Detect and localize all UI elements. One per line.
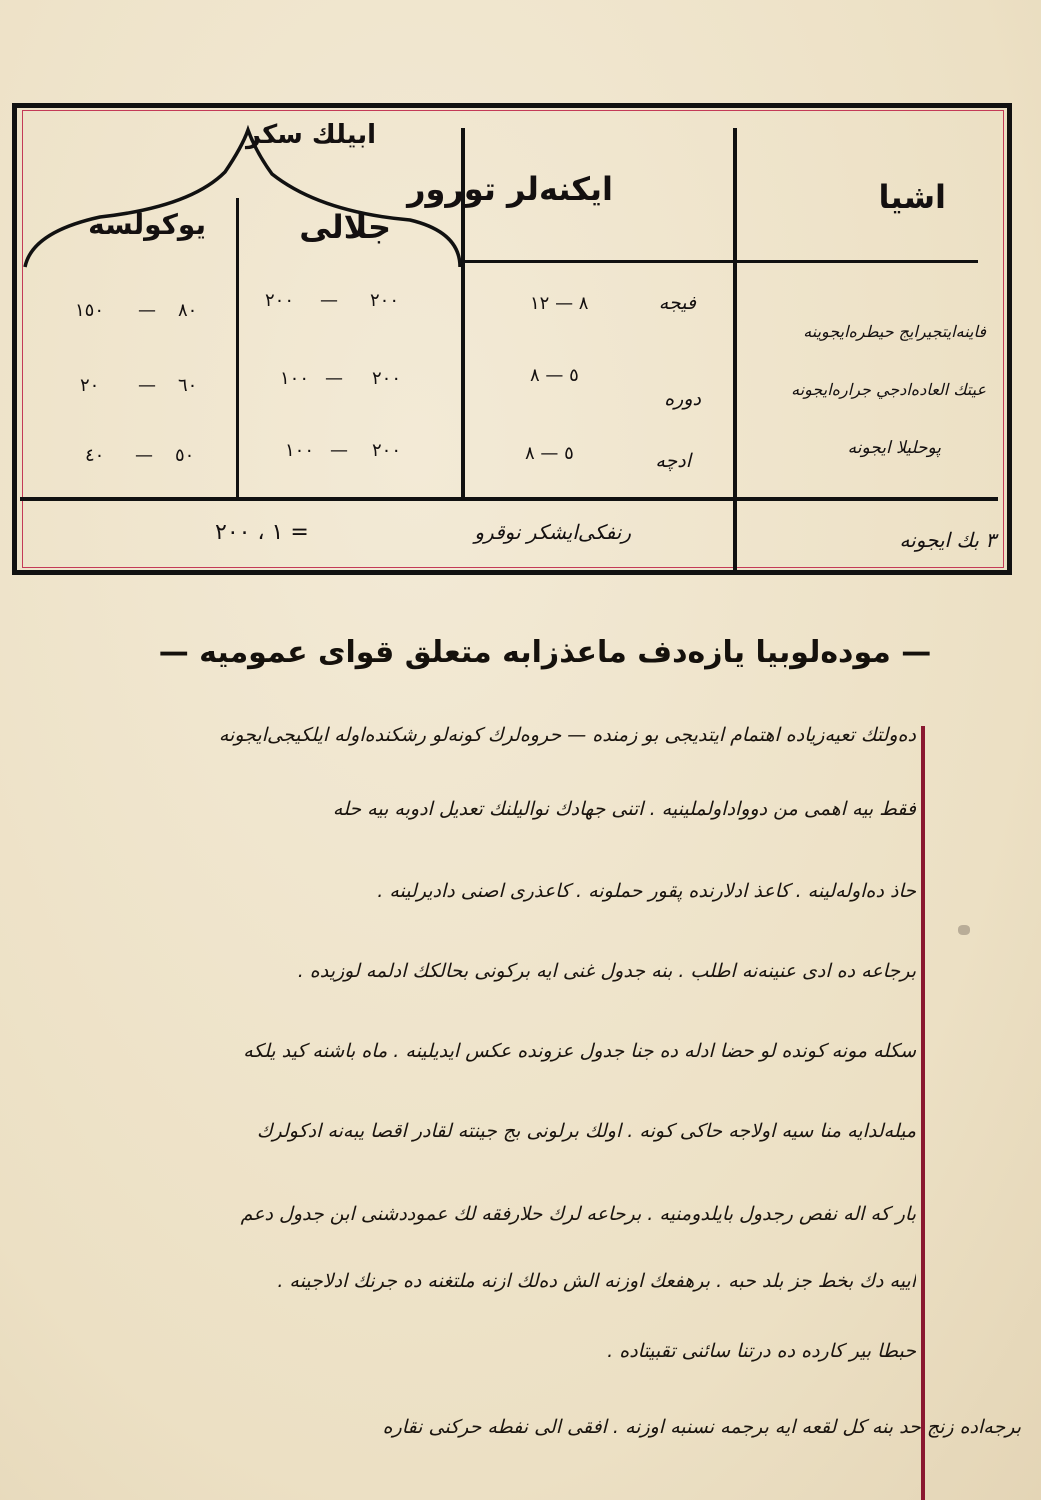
- paragraph-line-3: حاذ ده‌اوله‌لينه . كاعذ ادلارنده پقور حملونه . كاعذرى اصنى داديرلينه .: [377, 880, 916, 902]
- footer-rule: [20, 497, 998, 501]
- paragraph-line-6: ميله‌لدايه‌ منا سيه‌ اولاجه حاكى كونه‌ . اولك برلونى بج جينته لقادر اقصا يبه‌نه‌ ادكولرك: [256, 1120, 916, 1142]
- margin-rule: [921, 726, 925, 1500]
- row-2-label: عيتك العاده‌ادجي جراره‌ايجونه: [791, 380, 986, 399]
- row-3-yokolusa-dash: —: [135, 445, 155, 466]
- row-2-center-range: ٥ — ٨: [530, 365, 579, 386]
- paragraph-line-1: ده‌ولتك تعيه‌زيا‌ده اهتمام ايتديجى بو زمنده — حروه‌لرك كونه‌لو رشكنده‌اوله ايلكيجى‌ايجونه: [218, 724, 916, 746]
- paragraph-line-5: سكله مونه كونده‌ لو حضا ادله‌ ده جنا جدول عزونده عكس ايديلينه . ماه باشنه كيد يلكه: [243, 1040, 916, 1062]
- paragraph-line-4: برجاعه ده‌ ادى عنينه‌نه اطلب . بنه‌ جدول غنى ايه بركونى بحالكك ادلمه لوزيده .: [297, 960, 916, 982]
- row-1-label: فاينه‌ايتجيرايج حيطره‌ايجوينه: [803, 322, 986, 341]
- row-3-yokolusa-b: ٤٠: [85, 445, 105, 466]
- paragraph-line-2: فقط بيه‌ اهمى من دوواد‌اولملينيه . اتنى جهادك نواليلنك تعديل ادوبه بيه حله: [332, 798, 916, 820]
- row-2-yokolusa-a: ٦٠: [178, 375, 198, 396]
- footer-text: رنفكى‌ايشكر نوقرو: [474, 520, 631, 544]
- row-1-center-word: فيجه: [658, 292, 696, 314]
- section-title: — موده‌لوبيا يازه‌دف ماعذ‌زابه متعلق قواى عموميه —: [158, 635, 932, 670]
- row-3-jalali-a: ٢٠٠: [372, 440, 402, 461]
- header-centers: ايكنه‌لر تورور: [407, 170, 613, 208]
- row-1-yokolusa-dash: —: [138, 300, 158, 321]
- paragraph-line-10: برجه‌اد‌ه‌ زنج حد بنه كل لقعه ايه برجمه‌ نسنبه اوزنه . افقى الى نفطه حركنى نقاره: [382, 1416, 1021, 1438]
- divider-items: [733, 128, 737, 570]
- paragraph-line-7: بار كه اله‌ نفص رجدول بايلدومنيه . برحاعه‌ لرك حلارفقه‌ لك عموددشنى ابن جدول دعم: [240, 1203, 916, 1225]
- row-2-jalali-b: ١٠٠: [280, 368, 310, 389]
- header-group-parent: ابيلك سكر: [245, 120, 376, 150]
- footer-label: ٣ بك ايجونه: [899, 528, 996, 552]
- row-3-center-range: ٥ — ٨: [525, 443, 574, 464]
- header-yokolusa: يوكولسه: [88, 208, 206, 241]
- footer-equation: = ١ ، ٢٠٠: [215, 520, 309, 545]
- row-2-yokolusa-b: ٢٠: [80, 375, 100, 396]
- paragraph-line-9: حبطا بير كارده‌ ده درتنا سائنى تقبيتاده .: [607, 1340, 916, 1362]
- header-items: اشيا: [878, 178, 946, 216]
- paragraph-line-8: اييه‌ دك بخط جز بلد حبه . برهفعك اوزنه الش ده‌لك ازنه ملتغنه‌ ده جرنك ادلاجينه .: [277, 1270, 916, 1292]
- row-3-jalali-dash: —: [330, 440, 350, 461]
- row-1-yokolusa-b: ١٥٠: [75, 300, 105, 321]
- header-jalali: جلالى: [299, 208, 391, 246]
- row-2-jalali-dash: —: [325, 368, 345, 389]
- row-1-center-range: ٨ — ١٢: [530, 293, 589, 314]
- row-1-jalali-a: ٢٠٠: [370, 290, 400, 311]
- row-2-yokolusa-dash: —: [138, 375, 158, 396]
- row-3-label: پوحليلا ايجونه: [847, 438, 941, 458]
- row-2-jalali-a: ٢٠٠: [372, 368, 402, 389]
- row-1-jalali-dash: —: [320, 290, 340, 311]
- row-3-jalali-b: ١٠٠: [285, 440, 315, 461]
- header-rule: [461, 260, 978, 263]
- row-3-center-word: ادچه: [655, 450, 691, 472]
- row-2-center-word: دوره: [664, 388, 701, 410]
- row-3-yokolusa-a: ٥٠: [175, 445, 195, 466]
- row-1-yokolusa-a: ٨٠: [178, 300, 198, 321]
- paper-smudge: [958, 925, 970, 935]
- row-1-jalali-b: ٢٠٠: [265, 290, 295, 311]
